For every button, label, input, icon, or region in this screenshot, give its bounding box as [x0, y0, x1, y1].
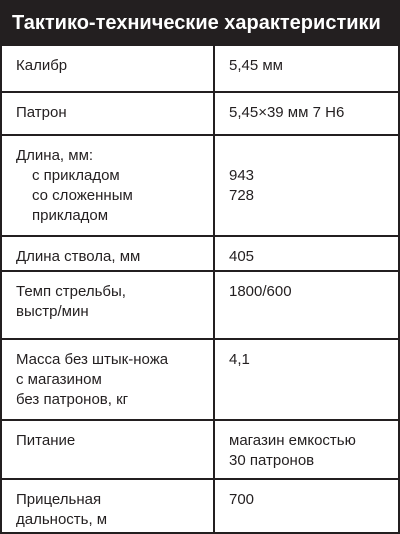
param-cell: [2, 46, 214, 92]
param-text: Калибр: [16, 57, 68, 74]
page-title: Тактико-технические характеристики: [2, 0, 398, 46]
value-text: 405: [229, 248, 255, 265]
param-text: без патронов, кг: [16, 391, 129, 408]
table-row: [2, 271, 398, 339]
param-cell: [2, 236, 214, 271]
param-text: прикладом: [32, 207, 109, 224]
param-text: с магазином: [16, 371, 102, 388]
table-row: [2, 46, 398, 92]
table-row: [2, 420, 398, 479]
value-text: 728: [229, 187, 255, 204]
table-row: [2, 236, 398, 271]
table-row: [2, 339, 398, 420]
value-text: 5,45 мм: [229, 57, 283, 74]
param-cell: [2, 271, 214, 339]
value-cell: [214, 339, 398, 420]
param-text: Длина, мм:: [16, 147, 94, 164]
param-text: Прицельная: [16, 491, 102, 508]
specs-table: [2, 46, 398, 532]
table-row: [2, 92, 398, 135]
param-cell: [2, 339, 214, 420]
value-cell: [214, 236, 398, 271]
param-cell: [2, 420, 214, 479]
value-text: 30 патронов: [229, 452, 315, 469]
value-cell: [214, 271, 398, 339]
param-text: Патрон: [16, 104, 67, 121]
param-cell: [2, 479, 214, 532]
param-text: со сложенным: [32, 187, 133, 204]
value-text: 5,45×39 мм 7 Н6: [229, 104, 345, 121]
value-cell: [214, 420, 398, 479]
param-text: с прикладом: [32, 167, 120, 184]
param-cell: [2, 92, 214, 135]
param-text: Масса без штык-ножа: [16, 351, 169, 368]
param-text: выстр/мин: [16, 303, 89, 320]
param-cell: [2, 135, 214, 236]
table-row: [2, 479, 398, 532]
param-text: Питание: [16, 432, 76, 449]
value-text: 1800/600: [229, 283, 292, 300]
value-text: [229, 146, 390, 166]
table-row: [2, 135, 398, 236]
value-cell: [214, 92, 398, 135]
param-text: Длина ствола, мм: [16, 248, 141, 265]
value-text: 943: [229, 167, 255, 184]
value-text: 4,1: [229, 351, 250, 368]
param-text: Темп стрельбы,: [16, 283, 126, 300]
value-cell: [214, 479, 398, 532]
value-cell: [214, 46, 398, 92]
value-cell: [214, 135, 398, 236]
value-text: магазин емкостью: [229, 432, 356, 449]
value-text: 700: [229, 491, 255, 508]
param-text: дальность, м: [16, 511, 108, 528]
